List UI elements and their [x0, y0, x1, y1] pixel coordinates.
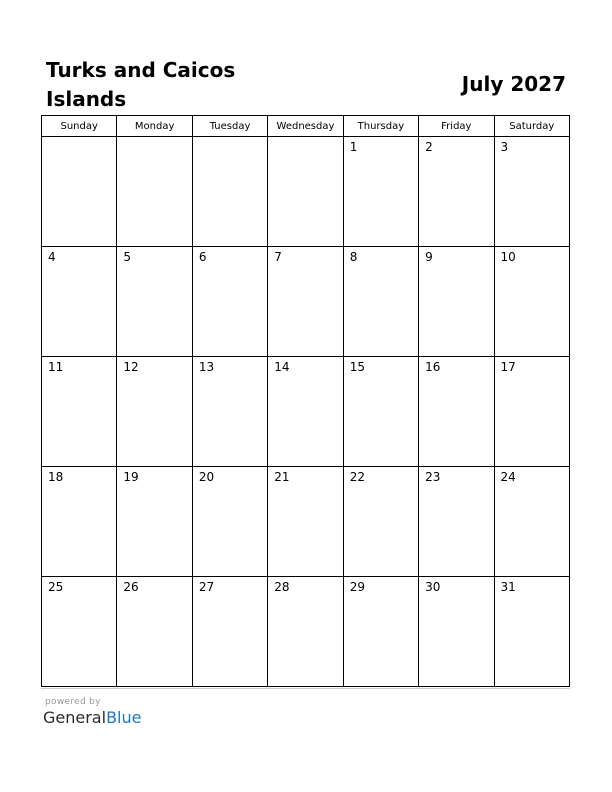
day-cell	[419, 357, 494, 467]
brand-logo[interactable]	[43, 708, 141, 727]
day-number: 21	[274, 470, 290, 484]
day-cell	[117, 577, 192, 687]
day-cell	[192, 247, 267, 357]
weekday-friday: Friday	[419, 116, 494, 137]
brand-general-text: General	[43, 708, 107, 727]
day-number: 27	[198, 580, 215, 594]
day-cell	[117, 467, 192, 577]
day-cell	[343, 137, 418, 247]
day-cell	[42, 577, 117, 687]
day-number: 13	[198, 360, 215, 374]
day-number: 8	[349, 250, 358, 264]
weekday-wednesday: Wednesday	[268, 116, 343, 137]
day-cell	[419, 577, 494, 687]
day-number: 3	[500, 140, 509, 154]
day-number	[42, 137, 116, 140]
day-cell	[268, 467, 343, 577]
day-cell	[42, 247, 117, 357]
day-number: 17	[500, 360, 516, 374]
day-number: 11	[48, 360, 64, 374]
day-number: 20	[198, 470, 215, 484]
day-number: 14	[274, 360, 290, 374]
day-cell	[42, 137, 117, 247]
day-cell	[419, 467, 494, 577]
day-cell	[343, 357, 418, 467]
day-cell	[343, 577, 418, 687]
day-cell	[268, 577, 343, 687]
day-number: 15	[349, 360, 365, 374]
day-cell	[268, 137, 343, 247]
day-number: 23	[425, 470, 441, 484]
week-row	[42, 247, 570, 357]
day-cell	[494, 357, 569, 467]
day-cell	[117, 357, 192, 467]
day-number	[117, 137, 191, 140]
day-cell	[494, 247, 569, 357]
day-cell	[343, 247, 418, 357]
weekday-saturday: Saturday	[494, 116, 569, 137]
day-cell	[117, 137, 192, 247]
day-cell	[419, 247, 494, 357]
day-number	[268, 137, 342, 140]
week-row	[42, 357, 570, 467]
day-number	[193, 137, 267, 140]
day-number: 19	[123, 470, 139, 484]
day-cell	[192, 137, 267, 247]
powered-by-text: powered by	[45, 697, 101, 707]
day-cell	[494, 137, 569, 247]
day-number: 4	[48, 250, 56, 264]
day-cell	[419, 137, 494, 247]
day-number: 26	[123, 580, 139, 594]
day-cell	[343, 467, 418, 577]
day-number: 18	[48, 470, 64, 484]
weekday-monday: Monday	[117, 116, 192, 137]
day-cell	[192, 577, 267, 687]
day-number: 10	[500, 250, 516, 264]
day-number: 30	[425, 580, 441, 594]
day-number: 1	[349, 140, 358, 154]
footer-divider	[41, 688, 570, 689]
day-number: 22	[349, 470, 365, 484]
day-number: 6	[198, 250, 207, 264]
day-number: 31	[500, 580, 516, 594]
day-number: 28	[274, 580, 290, 594]
month-year-title: July 2027	[461, 72, 566, 96]
day-number: 29	[349, 580, 365, 594]
day-number: 12	[123, 360, 139, 374]
day-cell	[192, 467, 267, 577]
day-number: 25	[48, 580, 64, 594]
weekday-thursday: Thursday	[343, 116, 418, 137]
day-cell	[494, 577, 569, 687]
calendar-grid	[41, 115, 570, 687]
week-row	[42, 577, 570, 687]
day-cell	[268, 357, 343, 467]
day-number: 7	[274, 250, 282, 264]
day-number: 16	[425, 360, 441, 374]
day-cell	[42, 467, 117, 577]
weekday-sunday: Sunday	[42, 116, 117, 137]
week-row	[42, 137, 570, 247]
day-cell	[268, 247, 343, 357]
day-number: 24	[500, 470, 516, 484]
day-cell	[117, 247, 192, 357]
day-number: 9	[425, 250, 433, 264]
day-number: 5	[123, 250, 132, 264]
day-cell	[494, 467, 569, 577]
brand-blue-text: Blue	[106, 708, 142, 727]
day-number: 2	[425, 140, 433, 154]
weekday-header-row	[42, 116, 570, 137]
week-row	[42, 467, 570, 577]
day-cell	[42, 357, 117, 467]
country-title: Turks and Caicos Islands	[46, 58, 236, 111]
weekday-tuesday: Tuesday	[192, 116, 267, 137]
day-cell	[192, 357, 267, 467]
